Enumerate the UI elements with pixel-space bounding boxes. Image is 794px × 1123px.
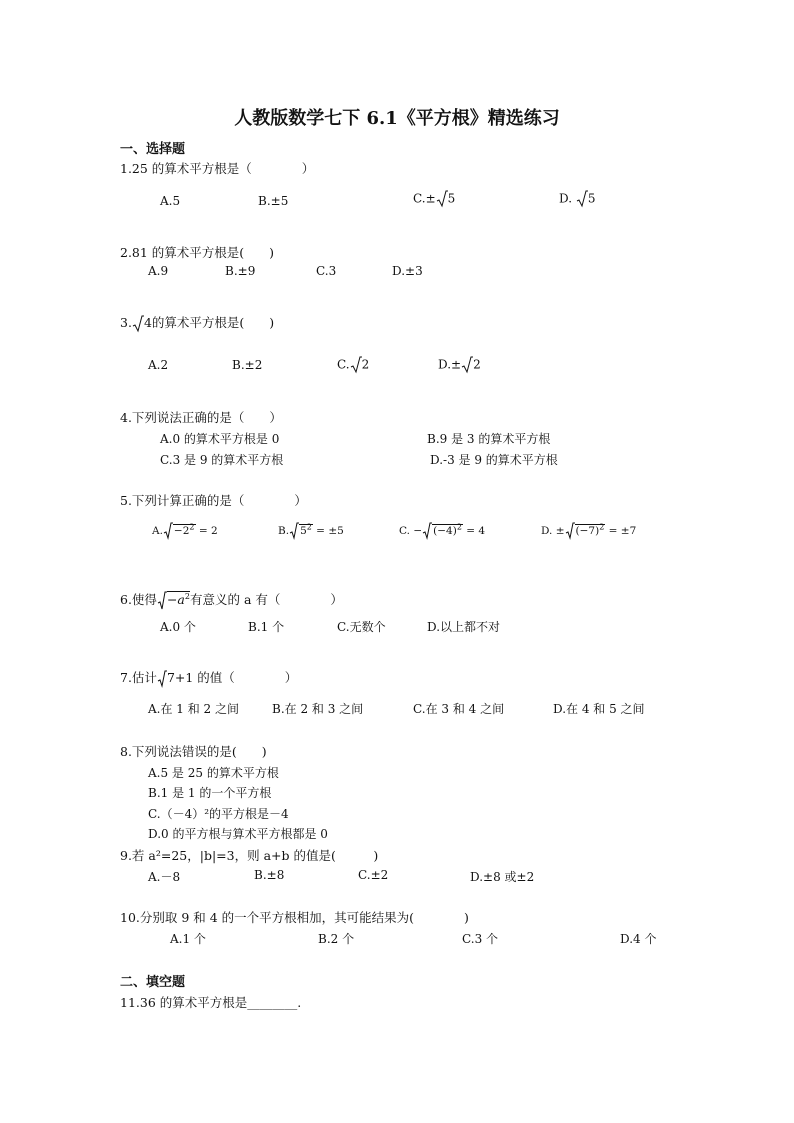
question-3-stem — [120, 313, 274, 333]
radical-sign-icon — [565, 522, 575, 540]
page-title: 人教版数学七下 6.1《平方根》精选练习 — [234, 108, 560, 129]
q10-option-a: A.1 个 — [170, 932, 206, 946]
q1-option-a: A.5 — [160, 194, 181, 208]
q10-option-c: C.3 个 — [462, 932, 499, 946]
q1-option-c — [413, 190, 455, 208]
radical-sign-icon — [157, 591, 167, 611]
q7-option-b: B.在 2 和 3 之间 — [272, 702, 364, 716]
question-9-stem: 9.若 a²=25，|b|=3，则 a+b 的值是( ) — [120, 848, 379, 863]
q5-option-d — [541, 522, 636, 540]
question-8-stem: 8.下列说法错误的是( ) — [120, 744, 267, 759]
radical-sign-icon — [163, 522, 173, 540]
q7-stem-prefix: 7.估计 — [120, 670, 157, 685]
q4-option-c: C.3 是 9 的算术平方根 — [160, 453, 284, 467]
q1-option-c-radicand: 5 — [447, 191, 456, 206]
q8-option-c: C.（－4）²的平方根是－4 — [148, 807, 289, 821]
q5-option-c-result: = 4 — [462, 525, 486, 537]
q5-option-a-prefix: A. — [152, 525, 163, 537]
radical-sign-icon — [576, 190, 588, 208]
q1-option-d-prefix: D. — [559, 191, 576, 206]
q3-option-d-prefix: D.± — [438, 357, 462, 372]
q3-stem-radicand: 4 — [143, 315, 152, 330]
q1-option-d-radicand: 5 — [587, 191, 596, 206]
radical-sign-icon — [436, 190, 448, 208]
q8-option-d: D.0 的平方根与算术平方根都是 0 — [148, 827, 328, 841]
q5-option-c-exponent: 2 — [456, 522, 462, 532]
q6-stem-prefix: 6.使得 — [120, 592, 157, 607]
question-11-stem: 11.36 的算术平方根是________. — [120, 995, 302, 1010]
q9-option-a: A.－8 — [148, 870, 181, 884]
q5-option-b — [278, 522, 344, 540]
question-5-stem: 5.下列计算正确的是（ ） — [120, 493, 307, 508]
q5-option-a-exponent: 2 — [189, 522, 195, 532]
q3-stem-suffix: 的算术平方根是( ) — [151, 315, 275, 330]
q1-option-d — [559, 190, 595, 208]
q5-option-c — [399, 522, 485, 540]
q3-option-c-prefix: C. — [337, 357, 350, 372]
q4-option-b: B.9 是 3 的算术平方根 — [427, 432, 551, 446]
q5-option-a-result: = 2 — [195, 525, 218, 537]
q10-option-d: D.4 个 — [620, 932, 657, 946]
question-7-stem — [120, 668, 297, 688]
q5-option-b-result: = ±5 — [312, 525, 344, 537]
q9-option-d: D.±8 或±2 — [470, 870, 535, 884]
q5-option-b-radicand: 5 — [300, 525, 307, 537]
q5-option-c-prefix: C. − — [399, 525, 423, 537]
q3-option-a: A.2 — [148, 358, 169, 372]
radical-sign-icon — [157, 670, 167, 688]
radical-sign-icon — [422, 522, 432, 540]
q9-option-c: C.±2 — [358, 868, 389, 882]
q3-option-c-radicand: 2 — [361, 357, 370, 372]
q3-option-b: B.±2 — [232, 358, 263, 372]
question-1-stem: 1.25 的算术平方根是（ ） — [120, 161, 315, 176]
q5-option-d-exponent: 2 — [599, 522, 605, 532]
q2-option-d: D.±3 — [392, 264, 423, 278]
q5-option-b-prefix: B. — [278, 525, 290, 537]
q7-option-d: D.在 4 和 5 之间 — [553, 702, 645, 716]
q1-option-c-prefix: C.± — [413, 191, 436, 206]
q3-stem-prefix: 3. — [120, 315, 132, 330]
q6-option-b: B.1 个 — [248, 620, 285, 634]
section-heading-choice: 一、选择题 — [120, 142, 186, 157]
q9-option-b: B.±8 — [254, 868, 285, 882]
radical-sign-icon — [350, 356, 362, 374]
q4-option-d: D.-3 是 9 的算术平方根 — [430, 453, 558, 467]
q6-option-a: A.0 个 — [160, 620, 196, 634]
q6-stem-suffix: 有意义的 a 有（ ） — [189, 592, 343, 607]
q6-option-d: D.以上都不对 — [427, 620, 501, 634]
q7-option-a: A.在 1 和 2 之间 — [148, 702, 240, 716]
q5-option-d-radicand: (−7) — [575, 525, 600, 537]
radical-sign-icon — [461, 356, 473, 374]
q4-option-a: A.0 的算术平方根是 0 — [160, 432, 280, 446]
q3-option-c — [337, 356, 369, 374]
q7-stem-radicand: 7 — [166, 670, 175, 685]
question-6-stem — [120, 590, 343, 611]
q10-option-b: B.2 个 — [318, 932, 355, 946]
q6-option-c: C.无数个 — [337, 620, 386, 634]
q5-option-d-result: = ±7 — [605, 525, 637, 537]
q6-stem-exponent: 2 — [184, 591, 190, 601]
question-4-stem: 4.下列说法正确的是（ ） — [120, 410, 282, 425]
q5-option-a — [152, 522, 218, 540]
q3-option-d-radicand: 2 — [473, 357, 481, 372]
q7-option-c: C.在 3 和 4 之间 — [413, 702, 505, 716]
q5-option-d-prefix: D. ± — [541, 525, 565, 537]
question-2-stem: 2.81 的算术平方根是( ) — [120, 245, 275, 260]
q2-option-c: C.3 — [316, 264, 337, 278]
radical-sign-icon — [289, 522, 299, 540]
q2-option-b: B.±9 — [225, 264, 256, 278]
q1-option-b: B.±5 — [258, 194, 289, 208]
q2-option-a: A.9 — [148, 264, 169, 278]
radical-sign-icon — [132, 315, 144, 333]
q3-option-d — [438, 356, 481, 374]
q8-option-b: B.1 是 1 的一个平方根 — [148, 786, 272, 800]
q5-option-b-exponent: 2 — [306, 522, 312, 532]
q5-option-a-radicand: −2 — [173, 525, 190, 537]
section-heading-fill: 二、填空题 — [120, 975, 186, 990]
q8-option-a: A.5 是 25 的算术平方根 — [148, 766, 279, 780]
q5-option-c-radicand: (−4) — [433, 525, 457, 537]
q7-stem-suffix: +1 的值（ ） — [174, 670, 298, 685]
question-10-stem: 10.分别取 9 和 4 的一个平方根相加，其可能结果为( ) — [120, 910, 469, 925]
q6-stem-radicand: −a — [166, 592, 185, 607]
